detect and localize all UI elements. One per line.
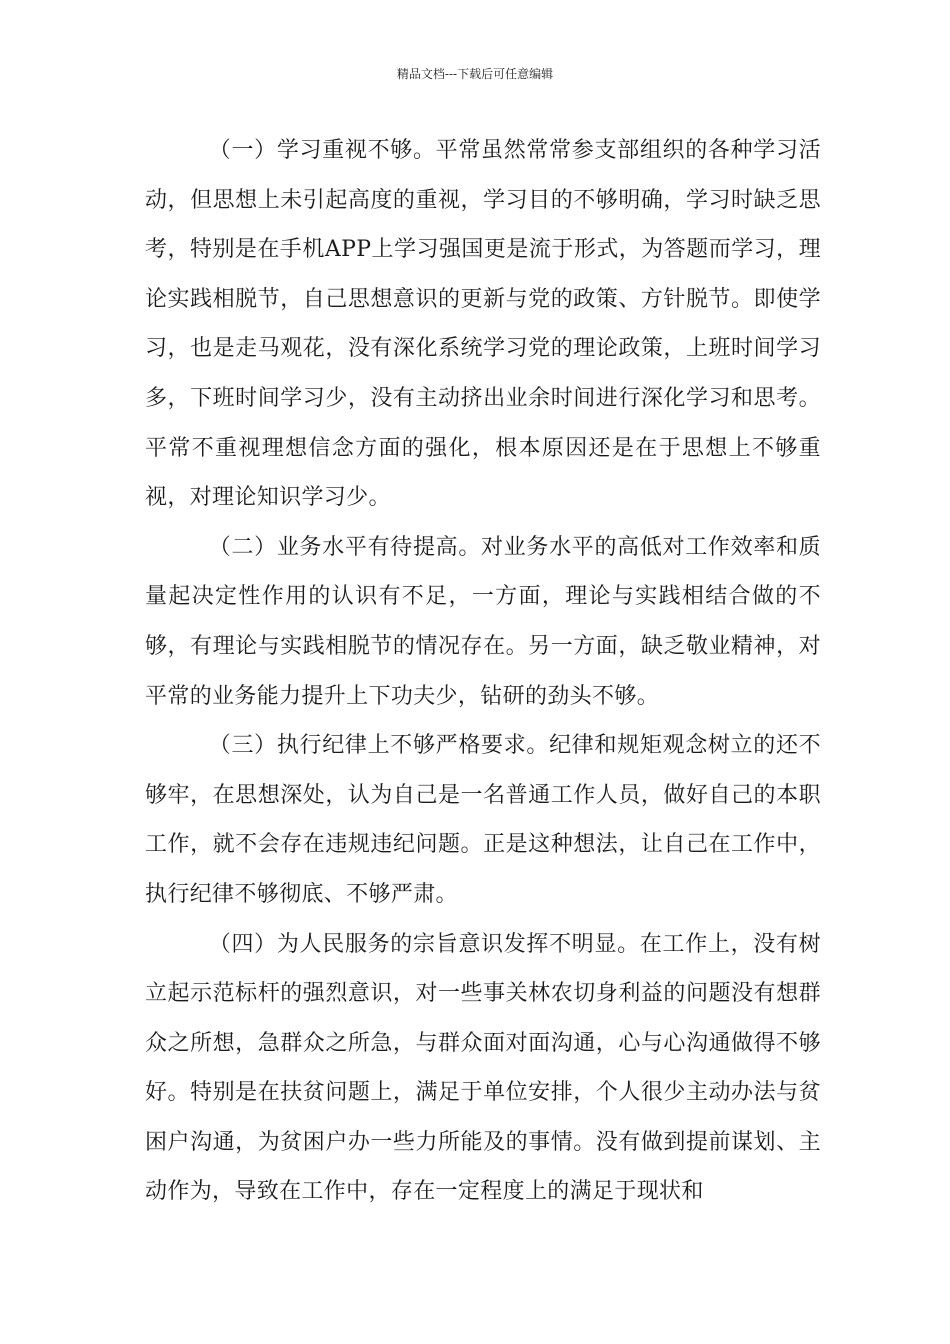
paragraph-1: （一）学习重视不够。平常虽然常常参支部组织的各种学习活动，但思想上未引起高度的重视，学习目的不够明确，学习时缺乏思考，特别是在手机APP上学习强国更是流于形式，为答题而学习，理论实践相脱节，自己思想意识的更新与党的政策、方针脱节。即使学习，也是走马观花，没有深化系统学习党的理论政策，上班时间学习多，下班时间学习少，没有主动挤出业余时间进行深化学习和思考。平常不重视理想信念方面的强化，根本原因还是在于思想上不够重视，对理论知识学习少。 (145, 138, 821, 511)
document-body (145, 126, 821, 1217)
paragraph-3: （三）执行纪律上不够严格要求。纪律和规矩观念树立的还不够牢，在思想深处，认为自己是一名普通工作人员，做好自己的本职工作，就不会存在违规违纪问题。正是这种想法，让自己在工作中，执行纪律不够彻底、不够严肃。 (145, 733, 821, 907)
paragraph-2: （二）业务水平有待提高。对业务水平的高低对工作效率和质量起决定性作用的认识有不足，一方面，理论与实践相结合做的不够，有理论与实践相脱节的情况存在。另一方面，缺乏敬业精神，对平常的业务能力提升上下功夫少，钻研的劲头不够。 (145, 534, 821, 709)
page-header: 精品文档---下载后可任意编辑 (396, 67, 554, 81)
paragraph-4: （四）为人民服务的宗旨意识发挥不明显。在工作上，没有树立起示范标杆的强烈意识，对一些事关林农切身利益的问题没有想群众之所想，急群众之所急，与群众面对面沟通，心与心沟通做得不够好。特别是在扶贫问题上，满足于单位安排，个人很少主动办法与贫困户沟通，为贫困户办一些力所能及的事情。没有做到提前谋划、主动作为，导致在工作中，存在一定程度上的满足于现状和 (145, 931, 821, 1205)
